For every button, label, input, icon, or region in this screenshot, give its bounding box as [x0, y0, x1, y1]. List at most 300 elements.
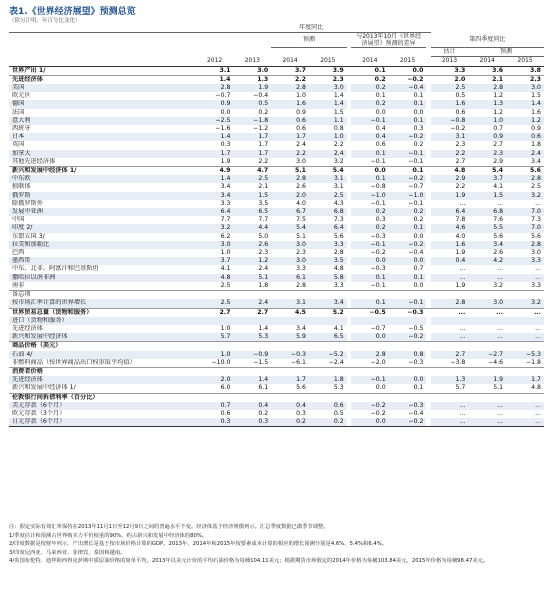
value-cell: ...	[431, 308, 469, 317]
table-row	[9, 241, 544, 249]
value-cell: 6.1	[271, 274, 309, 282]
row-label: 新兴和发展中经济体 1/	[12, 384, 76, 392]
value-cell: 5.1	[493, 384, 504, 392]
value-cell: 1.4	[333, 92, 344, 100]
value-cell: 0.9	[531, 125, 541, 133]
value-cell: 4.0	[455, 232, 466, 240]
value-cell: 5.1	[296, 232, 306, 240]
value-cell	[431, 291, 469, 300]
value-cell: 3.7	[294, 66, 306, 74]
value-cell: 0.2	[258, 108, 269, 116]
value-cell: 1.8	[258, 281, 269, 289]
value-cell: ...	[506, 308, 544, 317]
row-label: 加拿大	[9, 150, 196, 158]
row-label: 独联体	[12, 183, 31, 191]
value-cell: 6.4	[196, 208, 234, 216]
value-cell: 3.0	[257, 66, 269, 74]
value-cell: 2.3	[296, 249, 306, 257]
value-cell: 3.2	[493, 281, 504, 289]
value-cell: −0.1	[351, 241, 389, 249]
value-cell: 0.1	[375, 92, 386, 100]
value-cell	[351, 367, 389, 376]
value-cell: 3.7	[196, 257, 234, 265]
value-cell: ...	[535, 324, 541, 332]
value-cell: 0.1	[389, 274, 427, 282]
value-cell: 6.1	[258, 384, 269, 392]
row-label: 其他先进经济体	[12, 157, 56, 165]
value-cell: −0.4	[408, 409, 424, 417]
value-cell: ...	[506, 274, 544, 282]
value-cell: −5.2	[309, 351, 347, 359]
value-cell: 2.5	[196, 299, 234, 308]
value-cell	[196, 317, 234, 325]
value-cell: 5.1	[233, 274, 271, 282]
year-header: 2013	[233, 57, 271, 66]
value-cell: 0.1	[374, 66, 386, 74]
row-label: 非燃料商品（按世界商品出口权重取平均值）	[12, 358, 136, 366]
value-cell: 1.5	[468, 192, 506, 200]
value-cell: −2.0	[370, 358, 386, 366]
value-cell: 1.8	[309, 376, 347, 384]
value-cell: 2.4	[258, 265, 269, 273]
value-cell: 2.8	[271, 84, 309, 92]
table-row	[9, 117, 544, 125]
value-cell: −10.0	[211, 358, 231, 366]
row-label: 巴西	[12, 249, 25, 257]
value-cell: 6.5	[309, 333, 347, 342]
value-cell: 2.1	[468, 75, 506, 84]
value-cell	[233, 367, 271, 376]
header-row-2	[9, 33, 544, 48]
value-cell: 3.2	[333, 157, 344, 165]
value-cell: −1.6	[215, 125, 231, 133]
value-cell: −3.8	[450, 358, 466, 366]
value-cell	[351, 317, 389, 325]
value-cell: 2.5	[233, 175, 271, 183]
value-cell	[271, 317, 309, 325]
value-cell: −0.3	[370, 232, 386, 240]
value-cell	[309, 342, 347, 351]
row-label: 英国	[12, 141, 25, 149]
value-cell: 1.4	[506, 100, 544, 108]
year-header: 2012	[196, 57, 234, 66]
table-row	[9, 342, 544, 351]
value-cell: 0.5	[233, 100, 271, 108]
value-cell	[309, 291, 347, 300]
value-cell: ...	[459, 409, 466, 417]
table-row	[9, 200, 544, 208]
value-cell: 2.3	[258, 249, 269, 257]
value-cell: ...	[431, 402, 469, 410]
value-cell: 2.0	[431, 75, 469, 84]
value-cell	[506, 342, 544, 351]
value-cell: 1.7	[271, 133, 309, 141]
value-cell: 5.2	[309, 308, 347, 317]
value-cell: 3.0	[468, 299, 506, 308]
table-row	[9, 333, 544, 342]
value-cell: 2.7	[493, 141, 504, 149]
value-cell: 0.2	[351, 224, 389, 232]
value-cell	[506, 393, 544, 402]
row-label: 南非	[12, 281, 25, 289]
value-cell: −0.3	[389, 308, 427, 317]
value-cell: 2.3	[468, 150, 506, 158]
value-cell: 0.5	[333, 409, 344, 417]
value-cell: 2.7	[431, 351, 469, 359]
value-cell: 1.0	[296, 92, 306, 100]
value-cell: 2.4	[506, 150, 544, 158]
value-cell	[196, 393, 234, 402]
value-cell: 2.4	[309, 150, 347, 158]
value-cell: 4.3	[333, 199, 344, 207]
value-cell: 1.9	[468, 376, 506, 384]
value-cell: 2.3	[309, 75, 347, 84]
footnotes	[9, 524, 544, 567]
table-row	[9, 158, 544, 167]
value-cell: 0.2	[309, 418, 347, 427]
value-cell: 0.1	[351, 150, 389, 158]
value-cell: 3.4	[296, 324, 306, 332]
value-cell: 2.2	[258, 157, 269, 165]
value-cell: 0.2	[351, 100, 389, 108]
table-row	[9, 167, 544, 176]
value-cell: −0.3	[271, 351, 309, 359]
value-cell: 2.8	[196, 84, 234, 92]
value-cell: −0.2	[389, 133, 427, 141]
value-cell: 2.2	[333, 141, 344, 149]
value-cell: 0.2	[413, 216, 424, 224]
value-cell	[271, 291, 309, 300]
table-row	[9, 141, 544, 149]
value-cell: 5.6	[531, 232, 541, 240]
value-cell: −0.1	[389, 299, 427, 308]
value-cell: ...	[497, 324, 504, 332]
value-cell: 0.9	[296, 108, 306, 116]
value-cell: 6.4	[309, 224, 347, 232]
value-cell: 1.6	[431, 241, 469, 249]
value-cell: 6.7	[271, 208, 309, 216]
value-cell: 7.6	[493, 216, 504, 224]
value-cell: 1.7	[271, 376, 309, 384]
value-cell: 4.0	[296, 199, 306, 207]
value-cell: 0.2	[351, 84, 389, 92]
value-cell: 5.0	[258, 232, 269, 240]
value-cell: 7.3	[531, 216, 541, 224]
table-row	[9, 92, 544, 100]
value-cell: 2.5	[531, 183, 541, 191]
header-estimate: 估计	[431, 48, 469, 57]
value-cell: −0.2	[389, 175, 427, 183]
value-cell: ...	[468, 402, 506, 410]
row-label: 日元存款（6个月）	[9, 418, 196, 427]
table-row	[9, 84, 544, 92]
value-cell: 1.4	[196, 175, 234, 183]
value-cell: 1.5	[531, 92, 541, 100]
table-row	[9, 125, 544, 133]
value-cell: 5.4	[309, 167, 347, 176]
value-cell: 2.4	[233, 299, 271, 308]
value-cell: 2.0	[196, 376, 234, 384]
year-header: 2014	[468, 57, 506, 66]
value-cell: 3.1	[309, 175, 347, 183]
value-cell: 0.6	[375, 141, 386, 149]
value-cell: 6.5	[233, 208, 271, 216]
row-label: 欧元存款（3个月）	[12, 409, 66, 417]
row-label: 世界贸易总量（货物和服务）	[9, 308, 196, 317]
value-cell: 0.1	[389, 167, 427, 176]
value-cell: 0.0	[351, 167, 389, 176]
value-cell: −0.1	[389, 150, 427, 158]
value-cell: 0.9	[468, 133, 506, 141]
value-cell: 0.0	[351, 257, 389, 265]
value-cell: −0.1	[370, 199, 386, 207]
value-cell: 3.3	[531, 281, 541, 289]
header-row-2b	[9, 48, 544, 57]
value-cell: 6.8	[468, 208, 506, 216]
value-cell: 2.8	[271, 175, 309, 183]
value-cell: −5.3	[506, 351, 544, 359]
value-cell: 5.6	[506, 167, 544, 176]
row-label: 世界产出 1/	[12, 66, 46, 74]
value-cell: 3.4	[196, 192, 234, 200]
value-cell	[389, 291, 427, 300]
year-header: 2013	[431, 57, 469, 66]
value-cell: −0.1	[408, 199, 424, 207]
value-cell: 1.5	[333, 108, 344, 116]
value-cell: ...	[431, 418, 469, 427]
value-cell: 5.1	[271, 167, 309, 176]
table-row	[9, 418, 544, 427]
value-cell	[351, 393, 389, 402]
value-cell: 3.3	[506, 257, 544, 265]
row-label: 新兴和发展中经济体	[9, 333, 196, 342]
value-cell: 1.7	[258, 141, 269, 149]
value-cell: 1.2	[233, 257, 271, 265]
value-cell: 0.4	[375, 125, 386, 133]
year-header: 2015	[309, 57, 347, 66]
value-cell	[431, 342, 469, 351]
value-cell: −0.1	[351, 376, 389, 384]
value-cell	[233, 291, 271, 300]
value-cell: 2.6	[493, 249, 504, 257]
value-cell: 1.5	[233, 192, 271, 200]
table-row	[9, 233, 544, 241]
value-cell: 0.2	[271, 418, 309, 427]
value-cell: 6.2	[220, 232, 231, 240]
value-cell: 1.8	[531, 141, 541, 149]
value-cell: 1.9	[455, 249, 466, 257]
value-cell: 0.2	[351, 208, 389, 216]
value-cell: 2.2	[271, 150, 309, 158]
value-cell: 5.6	[296, 384, 306, 392]
value-cell: −0.5	[351, 308, 389, 317]
value-cell: 3.2	[196, 224, 234, 232]
value-cell: 6.0	[220, 384, 231, 392]
value-cell: 0.5	[455, 92, 466, 100]
value-cell: 5.7	[455, 384, 466, 392]
value-cell: 0.9	[196, 100, 234, 108]
value-cell: 7.3	[333, 216, 344, 224]
value-cell: 0.0	[413, 108, 424, 116]
row-label: 日本	[9, 133, 196, 141]
value-cell: 5.6	[333, 232, 344, 240]
value-cell: ...	[468, 333, 506, 342]
value-cell: 0.6	[271, 117, 309, 125]
value-cell: 7.8	[455, 216, 466, 224]
value-cell: 1.0	[220, 324, 231, 332]
value-cell: 3.1	[333, 183, 344, 191]
value-cell	[389, 393, 427, 402]
value-cell	[431, 317, 469, 325]
value-cell: 7.7	[258, 216, 269, 224]
value-cell: ...	[468, 274, 506, 282]
value-cell: 0.2	[413, 141, 424, 149]
table-row	[9, 367, 544, 376]
row-label: 消费者价格	[9, 367, 196, 376]
value-cell	[431, 393, 469, 402]
table-row	[9, 224, 544, 232]
value-cell: −0.1	[370, 157, 386, 165]
value-cell	[506, 291, 544, 300]
value-cell: 0.1	[389, 100, 427, 108]
value-cell	[468, 342, 506, 351]
value-cell: 0.4	[431, 257, 469, 265]
value-cell	[468, 291, 506, 300]
table-row	[9, 359, 544, 368]
value-cell	[468, 367, 506, 376]
value-cell: 0.7	[413, 265, 424, 273]
value-cell: 5.4	[271, 224, 309, 232]
value-cell: 2.0	[271, 192, 309, 200]
value-cell: 4.6	[431, 224, 469, 232]
table-row	[9, 317, 544, 325]
value-cell: 1.6	[531, 108, 541, 116]
table-row	[9, 133, 544, 141]
value-cell: 3.8	[530, 66, 541, 74]
value-cell: 1.6	[431, 100, 469, 108]
header-q4-forecast: 预测	[468, 48, 544, 57]
value-cell: −2.7	[468, 351, 506, 359]
row-label: 中国	[12, 216, 25, 224]
value-cell: ...	[535, 199, 541, 207]
value-cell: 1.9	[455, 281, 466, 289]
value-cell: 3.1	[431, 133, 469, 141]
value-cell: −0.4	[408, 249, 424, 257]
value-cell: 1.0	[196, 351, 234, 359]
value-cell: 4.1	[220, 265, 231, 273]
value-cell: 1.1	[309, 117, 347, 125]
value-cell: −0.4	[253, 92, 269, 100]
value-cell	[468, 393, 506, 402]
value-cell: −1.8	[233, 117, 271, 125]
value-cell: 2.4	[296, 141, 306, 149]
value-cell: −0.4	[389, 84, 427, 92]
value-cell: ...	[459, 265, 466, 273]
value-cell: 0.1	[351, 274, 389, 282]
value-cell: 5.8	[309, 274, 347, 282]
value-cell	[431, 367, 469, 376]
row-label: 俄罗斯	[9, 192, 196, 200]
value-cell: −0.7	[408, 183, 424, 191]
value-cell: ...	[535, 265, 541, 273]
value-cell: −1.2	[253, 125, 269, 133]
value-cell: 2.7	[233, 308, 271, 317]
value-cell: 1.4	[309, 100, 347, 108]
value-cell: 2.6	[296, 183, 306, 191]
value-cell: ...	[468, 308, 506, 317]
value-cell: 0.0	[413, 281, 424, 289]
value-cell: 2.5	[431, 84, 469, 92]
value-cell: ...	[535, 409, 541, 417]
value-cell: 0.0	[351, 333, 389, 342]
value-cell: 1.0	[468, 117, 506, 125]
value-cell: 1.7	[196, 150, 234, 158]
value-cell: 5.9	[271, 333, 309, 342]
value-cell: 3.3	[309, 241, 347, 249]
footnote: 1/季度估计和预测占世界购买力平价权重的90%，约占新兴和发展中经济体的80%。	[9, 532, 208, 539]
value-cell: −1.5	[253, 358, 269, 366]
value-cell	[389, 367, 427, 376]
value-cell: 5.5	[468, 224, 506, 232]
value-cell: −0.8	[431, 117, 469, 125]
row-label: 印度 2/	[9, 224, 196, 232]
value-cell: 0.0	[375, 384, 386, 392]
table-row	[9, 192, 544, 200]
row-label: 除俄罗斯外	[12, 199, 43, 207]
value-cell	[233, 393, 271, 402]
table-row	[9, 109, 544, 117]
value-cell: 2.2	[271, 75, 309, 84]
value-cell: 0.1	[389, 117, 427, 125]
value-cell	[351, 291, 389, 300]
row-label: 德国	[9, 100, 196, 108]
value-cell: 2.9	[431, 175, 469, 183]
value-cell: −1.0	[389, 192, 427, 200]
value-cell: ...	[506, 418, 544, 427]
value-cell: 3.2	[506, 192, 544, 200]
value-cell	[233, 317, 271, 325]
value-cell: 0.3	[196, 418, 234, 427]
value-cell: 1.9	[233, 84, 271, 92]
row-label: 中东欧	[9, 175, 196, 183]
value-cell: 3.3	[333, 281, 344, 289]
value-cell: 0.1	[389, 224, 427, 232]
value-cell: −0.7	[215, 92, 231, 100]
value-cell: ...	[497, 409, 504, 417]
value-cell: 6.8	[309, 208, 347, 216]
table-row	[9, 208, 544, 216]
table-row	[9, 393, 544, 402]
table-row	[9, 66, 544, 75]
forecast-table	[9, 24, 544, 427]
value-cell: 3.3	[454, 66, 466, 74]
value-cell: 0.1	[413, 384, 424, 392]
value-cell: 0.0	[389, 257, 427, 265]
row-label: 按市场汇率计算的世界增长	[9, 299, 196, 308]
value-cell: 3.4	[309, 299, 347, 308]
value-cell	[468, 317, 506, 325]
value-cell: 3.6	[492, 66, 504, 74]
header-forecast: 预测	[271, 33, 347, 48]
value-cell: 0.0	[389, 376, 427, 384]
value-cell: 0.3	[220, 141, 231, 149]
value-cell: −0.3	[408, 358, 424, 366]
value-cell: −0.8	[370, 183, 386, 191]
footnote: 3/印度尼西亚、马来西亚、菲律宾、泰国和越南。	[9, 549, 126, 556]
table-row	[9, 308, 544, 317]
value-cell: 3.2	[506, 299, 544, 308]
value-cell: 0.2	[258, 409, 269, 417]
